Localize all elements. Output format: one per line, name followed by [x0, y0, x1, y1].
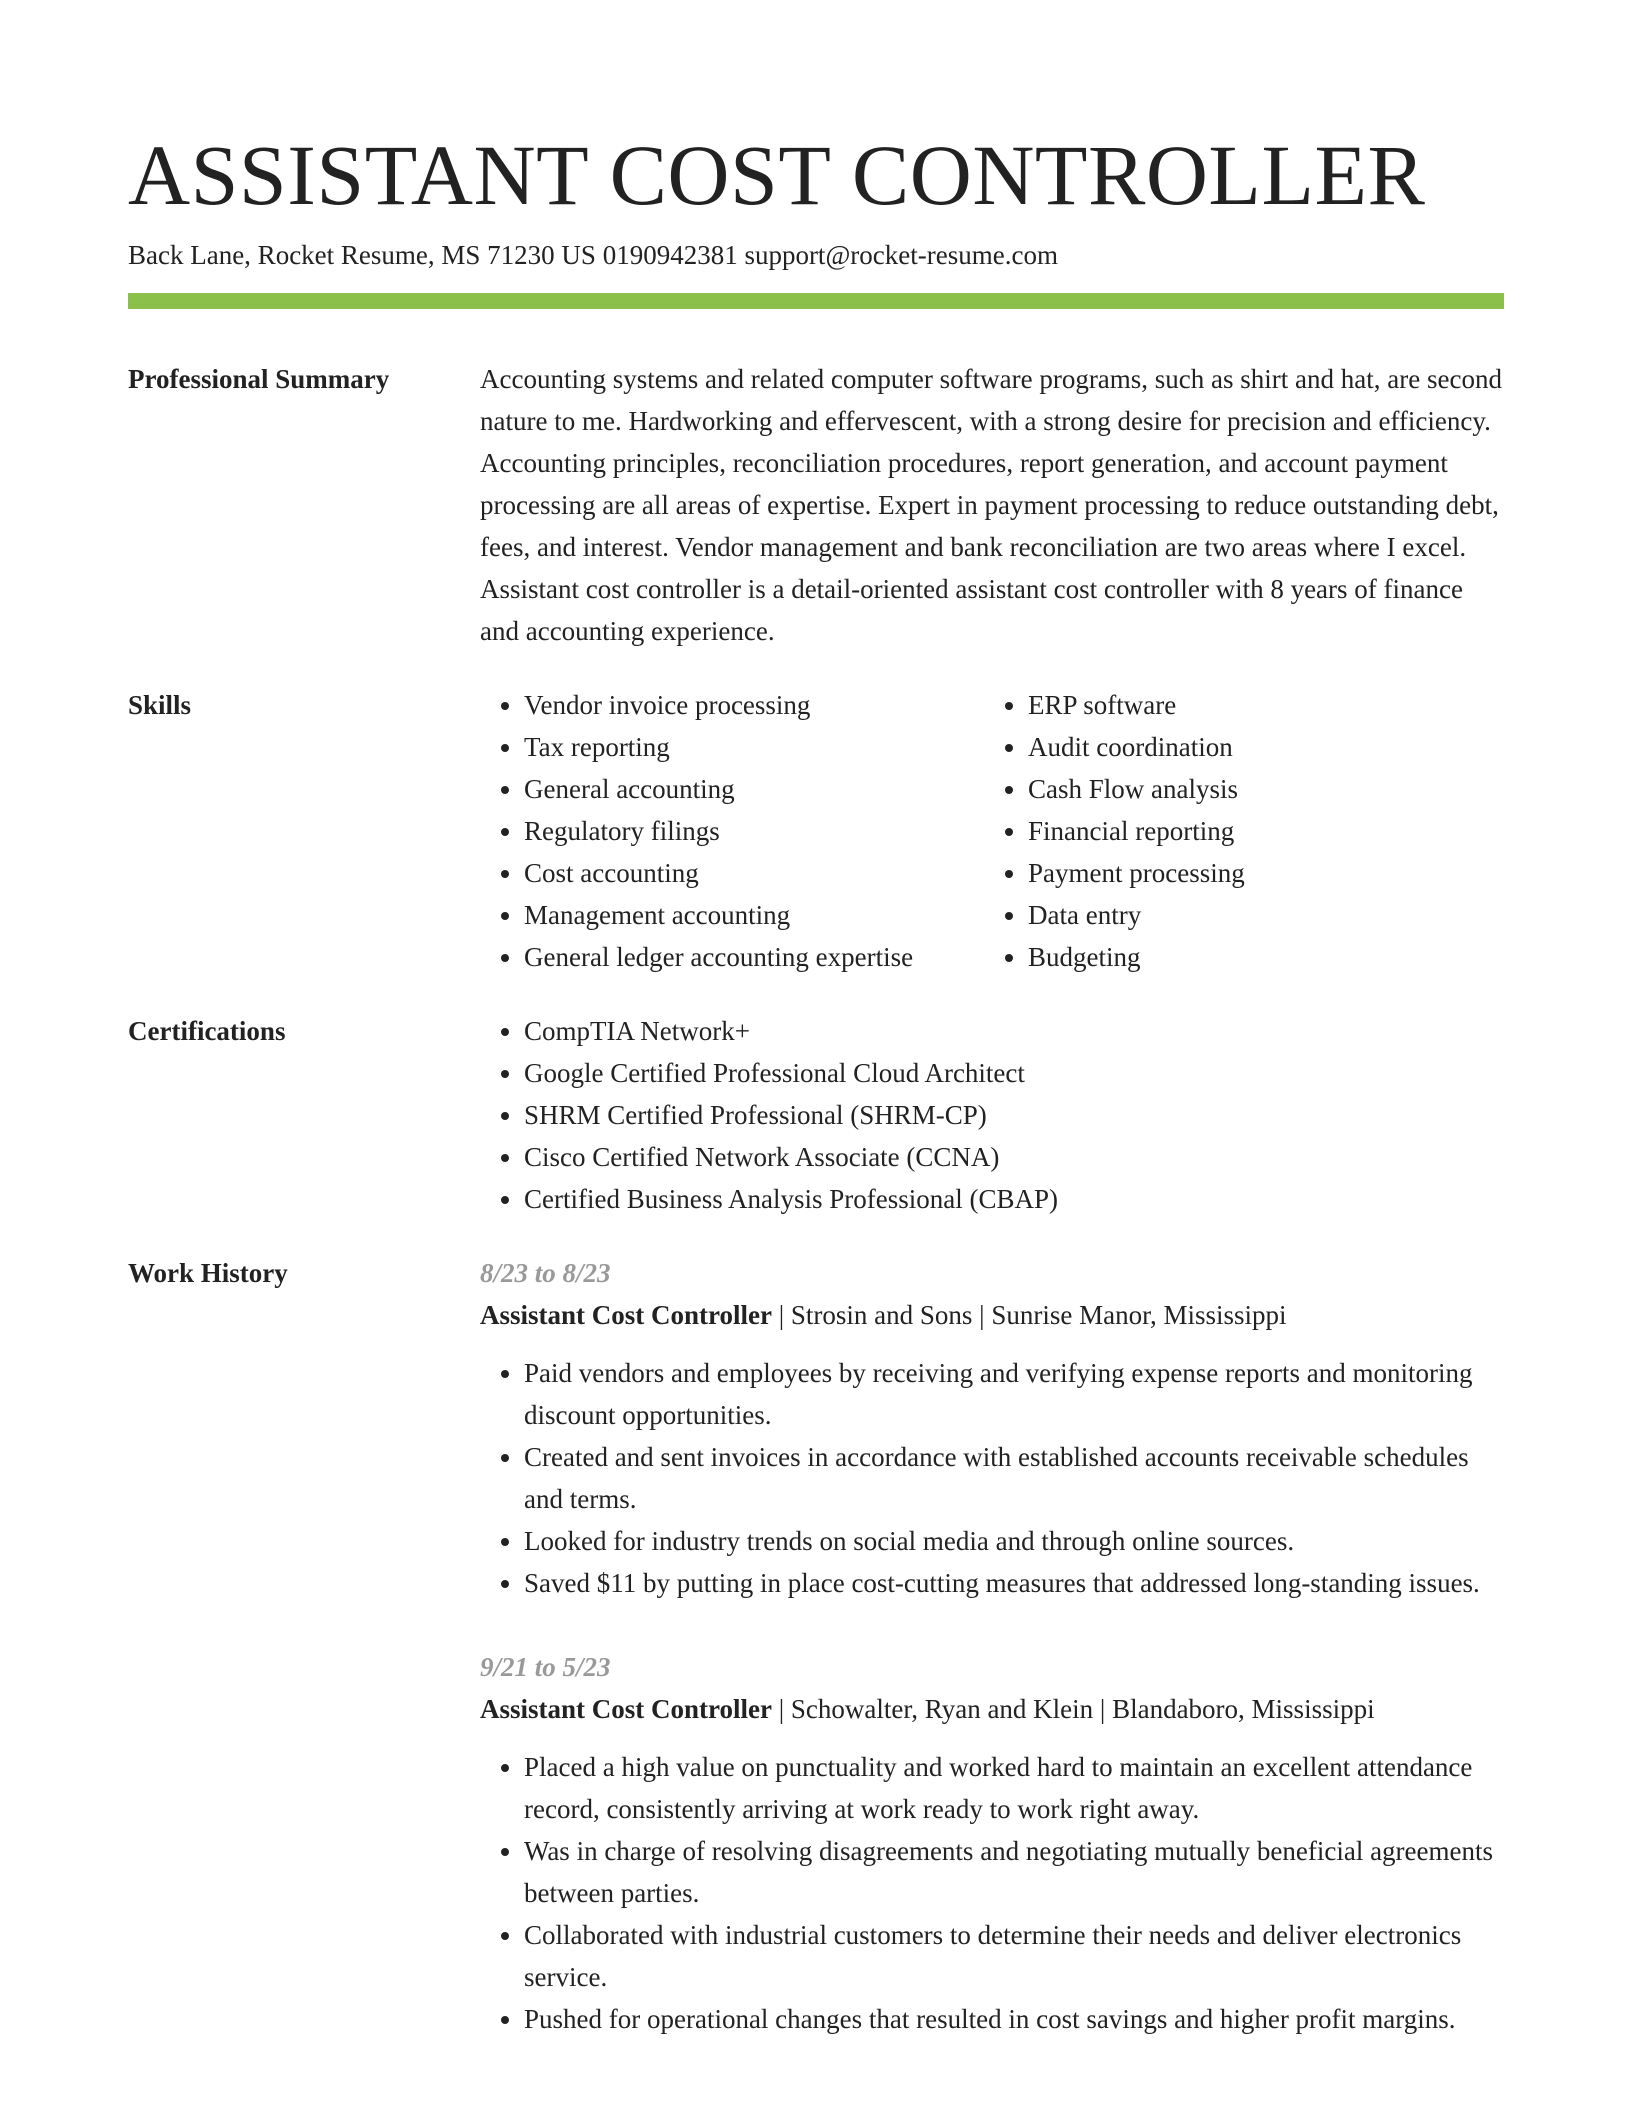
- job-title: Assistant Cost Controller: [480, 1300, 772, 1330]
- job-title: Assistant Cost Controller: [480, 1694, 772, 1724]
- section-body: [480, 1010, 1504, 1220]
- skills-list-right: [984, 684, 1504, 978]
- skill-item: • Payment processing: [1028, 852, 1504, 894]
- section-label: Professional Summary: [128, 364, 390, 394]
- section-label: Skills: [128, 690, 192, 720]
- skill-item: • Audit coordination: [1028, 726, 1504, 768]
- job-details: | Strosin and Sons | Sunrise Manor, Mississippi: [772, 1300, 1287, 1330]
- job-bullet: • Collaborated with industrial customers to determine their needs and deliver electronics service.: [524, 1914, 1504, 1998]
- skill-item: • General accounting: [524, 768, 984, 810]
- resume-page: [128, 120, 1504, 2040]
- skill-item: • Cost accounting: [524, 852, 984, 894]
- job-heading: [480, 1688, 1504, 1730]
- skills-section: [128, 684, 1504, 978]
- contact-line: Back Lane, Rocket Resume, MS 71230 US 0190942381 support@rocket-resume.com: [128, 240, 1058, 270]
- certification-item: • CompTIA Network+: [524, 1010, 1504, 1052]
- section-body: [480, 358, 1504, 652]
- job-entry: [480, 1252, 1504, 1604]
- skills-columns: [480, 684, 1504, 978]
- skill-item: • Regulatory filings: [524, 810, 984, 852]
- job-bullet: • Saved $11 by putting in place cost-cutting measures that addressed long-standing issues.: [524, 1562, 1504, 1604]
- certification-item: • SHRM Certified Professional (SHRM-CP): [524, 1094, 1504, 1136]
- skill-item: • Financial reporting: [1028, 810, 1504, 852]
- job-heading: [480, 1294, 1504, 1336]
- job-date: 9/21 to 5/23: [480, 1652, 611, 1682]
- job-bullets: [480, 1746, 1504, 2040]
- skill-item: • Tax reporting: [524, 726, 984, 768]
- job-date: 8/23 to 8/23: [480, 1258, 611, 1288]
- job-bullets: [480, 1352, 1504, 1604]
- skill-item: • Cash Flow analysis: [1028, 768, 1504, 810]
- skills-list-left: [480, 684, 984, 978]
- skill-item: • Data entry: [1028, 894, 1504, 936]
- job-entry: [480, 1646, 1504, 2040]
- job-bullet: • Was in charge of resolving disagreements and negotiating mutually beneficial agreements between parties.: [524, 1830, 1504, 1914]
- job-bullet: • Created and sent invoices in accordance with established accounts receivable schedules and terms.: [524, 1436, 1504, 1520]
- skill-item: • Management accounting: [524, 894, 984, 936]
- skill-item: • Vendor invoice processing: [524, 684, 984, 726]
- certification-item: • Google Certified Professional Cloud Architect: [524, 1052, 1504, 1094]
- work-history-section: [128, 1252, 1504, 2040]
- section-body: [480, 1252, 1504, 2040]
- section-label: Certifications: [128, 1016, 286, 1046]
- skill-item: • ERP software: [1028, 684, 1504, 726]
- accent-divider: [128, 293, 1504, 309]
- certifications-list: [480, 1010, 1504, 1220]
- job-bullet: • Placed a high value on punctuality and worked hard to maintain an excellent attendance record, consistently arriving at work ready to work right away.: [524, 1746, 1504, 1830]
- resume-title: ASSISTANT COST CONTROLLER: [128, 127, 1426, 223]
- section-label: Work History: [128, 1258, 288, 1288]
- summary-section: [128, 358, 1504, 652]
- job-bullet: • Looked for industry trends on social media and through online sources.: [524, 1520, 1504, 1562]
- job-details: | Schowalter, Ryan and Klein | Blandaboro, Mississippi: [772, 1694, 1375, 1724]
- skill-item: • General ledger accounting expertise: [524, 936, 984, 978]
- summary-text: Accounting systems and related computer software programs, such as shirt and hat, are second nature to me. Hardworking and effervescent, with a strong desire for precision and efficiency. Accounting principles, reconciliation procedures, report generation, and account payment processing are all areas of expertise. Expert in payment processing to reduce outstanding debt, fees, and interest. Vendor management and bank reconciliation are two areas where I excel. Assistant cost controller is a detail-oriented assistant cost controller with 8 years of finance and accounting experience.: [480, 364, 1502, 646]
- job-bullet: • Pushed for operational changes that resulted in cost savings and higher profit margins.: [524, 1998, 1504, 2040]
- certifications-section: [128, 1010, 1504, 1220]
- skill-item: • Budgeting: [1028, 936, 1504, 978]
- certification-item: • Cisco Certified Network Associate (CCNA): [524, 1136, 1504, 1178]
- job-bullet: • Paid vendors and employees by receiving and verifying expense reports and monitoring discount opportunities.: [524, 1352, 1504, 1436]
- certification-item: • Certified Business Analysis Professional (CBAP): [524, 1178, 1504, 1220]
